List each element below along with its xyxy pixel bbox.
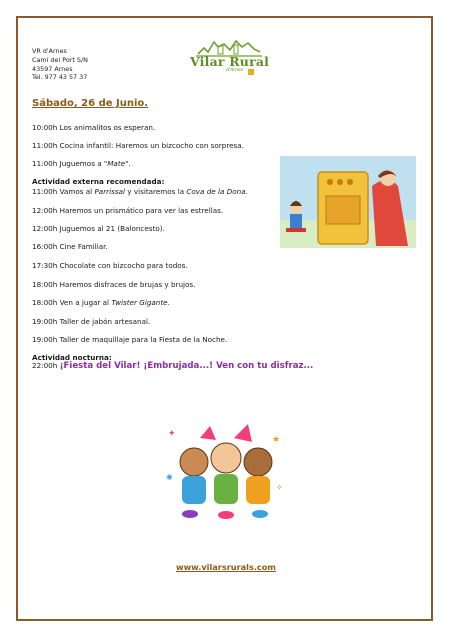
logo-subtitle: d'Arnes — [226, 68, 243, 73]
schedule-time: 19:00h — [32, 335, 58, 344]
schedule-item — [32, 159, 131, 168]
svg-text:✺: ✺ — [166, 473, 173, 482]
schedule-text: Cova de la Dona — [186, 187, 246, 196]
schedule-time: 11:00h — [32, 159, 58, 168]
schedule-item — [32, 261, 188, 270]
schedule-item — [32, 141, 244, 150]
schedule-text: Haremos un prismático para ver las estrellas. — [59, 206, 224, 215]
schedule-time: 19:00h — [32, 317, 58, 326]
schedule-text: Los animalitos os esperan. — [59, 123, 156, 132]
svg-text:✦: ✦ — [168, 429, 176, 439]
schedule-item — [32, 280, 195, 289]
schedule-text: Haremos disfraces de brujas y brujos. — [59, 280, 196, 289]
kids-costume-illustration — [164, 420, 288, 524]
schedule-text: Taller de jabón artesanal. — [59, 317, 151, 326]
schedule-section-header: Actividad externa recomendada: — [32, 177, 165, 186]
schedule-text: . — [167, 298, 170, 307]
logo-badge — [248, 69, 254, 75]
fiesta-time: 22:00h — [32, 361, 58, 370]
schedule-time: 18:00h — [32, 280, 58, 289]
fiesta-line — [32, 361, 313, 371]
schedule-time: 18:00h — [32, 298, 58, 307]
cooking-illustration — [280, 156, 416, 248]
logo-name: Vilar Rural — [190, 54, 270, 69]
schedule-text: Parrissal — [94, 187, 126, 196]
address-line: 43597 Arnes — [32, 64, 73, 73]
svg-text:✧: ✧ — [276, 483, 283, 492]
schedule-text: Cine Familiar. — [59, 242, 108, 251]
schedule-text: Twister Gigante — [111, 298, 168, 307]
schedule-item — [32, 224, 165, 233]
address-line: Camí del Port S/N — [32, 55, 88, 64]
schedule-text: Chocolate con bizcocho para todos. — [59, 261, 188, 270]
schedule-text: Ven a jugar al — [59, 298, 112, 307]
schedule-text: "Mate" — [103, 159, 129, 168]
schedule-time: 12:00h — [32, 206, 58, 215]
schedule-text: Juguemos a — [59, 159, 104, 168]
schedule-text: Vamos al — [59, 187, 95, 196]
fiesta-text: ¡Fiesta del Vilar! ¡Embrujada...! Ven con tu disfraz... — [59, 361, 314, 371]
schedule-section-header: Actividad nocturna: — [32, 353, 112, 362]
schedule-text: Juguemos al 21 (Baloncesto). — [59, 224, 165, 233]
svg-text:★: ★ — [272, 435, 281, 445]
schedule-text: . — [128, 159, 131, 168]
schedule-time: 10:00h — [32, 123, 58, 132]
schedule-time: 11:00h — [32, 141, 58, 150]
address-line: VR d'Arnes — [32, 47, 67, 55]
schedule-time: 12:00h — [32, 224, 58, 233]
vilar-rural-logo — [186, 38, 270, 90]
schedule-item — [32, 123, 155, 132]
schedule-item — [32, 298, 170, 307]
schedule-text: . — [245, 187, 248, 196]
schedule-item — [32, 317, 150, 326]
schedule-item — [32, 187, 248, 196]
event-date: Sábado, 26 de Junio. — [32, 98, 149, 109]
address-block — [32, 47, 88, 82]
schedule-time: 11:00h — [32, 187, 58, 196]
schedule-item — [32, 242, 108, 251]
schedule-time: 17:30h — [32, 261, 58, 270]
schedule-item — [32, 206, 223, 215]
schedule-text: Taller de maquillaje para la Fiesta de la Noche. — [59, 335, 228, 344]
schedule-time: 16:00h — [32, 242, 58, 251]
schedule-text: Cocina infantil: Haremos un bizcocho con sorpresa. — [59, 141, 244, 150]
footer-website-link[interactable]: www.vilarsrurals.com — [176, 562, 276, 572]
schedule-item — [32, 335, 227, 344]
schedule-text: y visitaremos la — [125, 187, 187, 196]
address-line: Tel. 977 43 57 37 — [32, 73, 88, 82]
